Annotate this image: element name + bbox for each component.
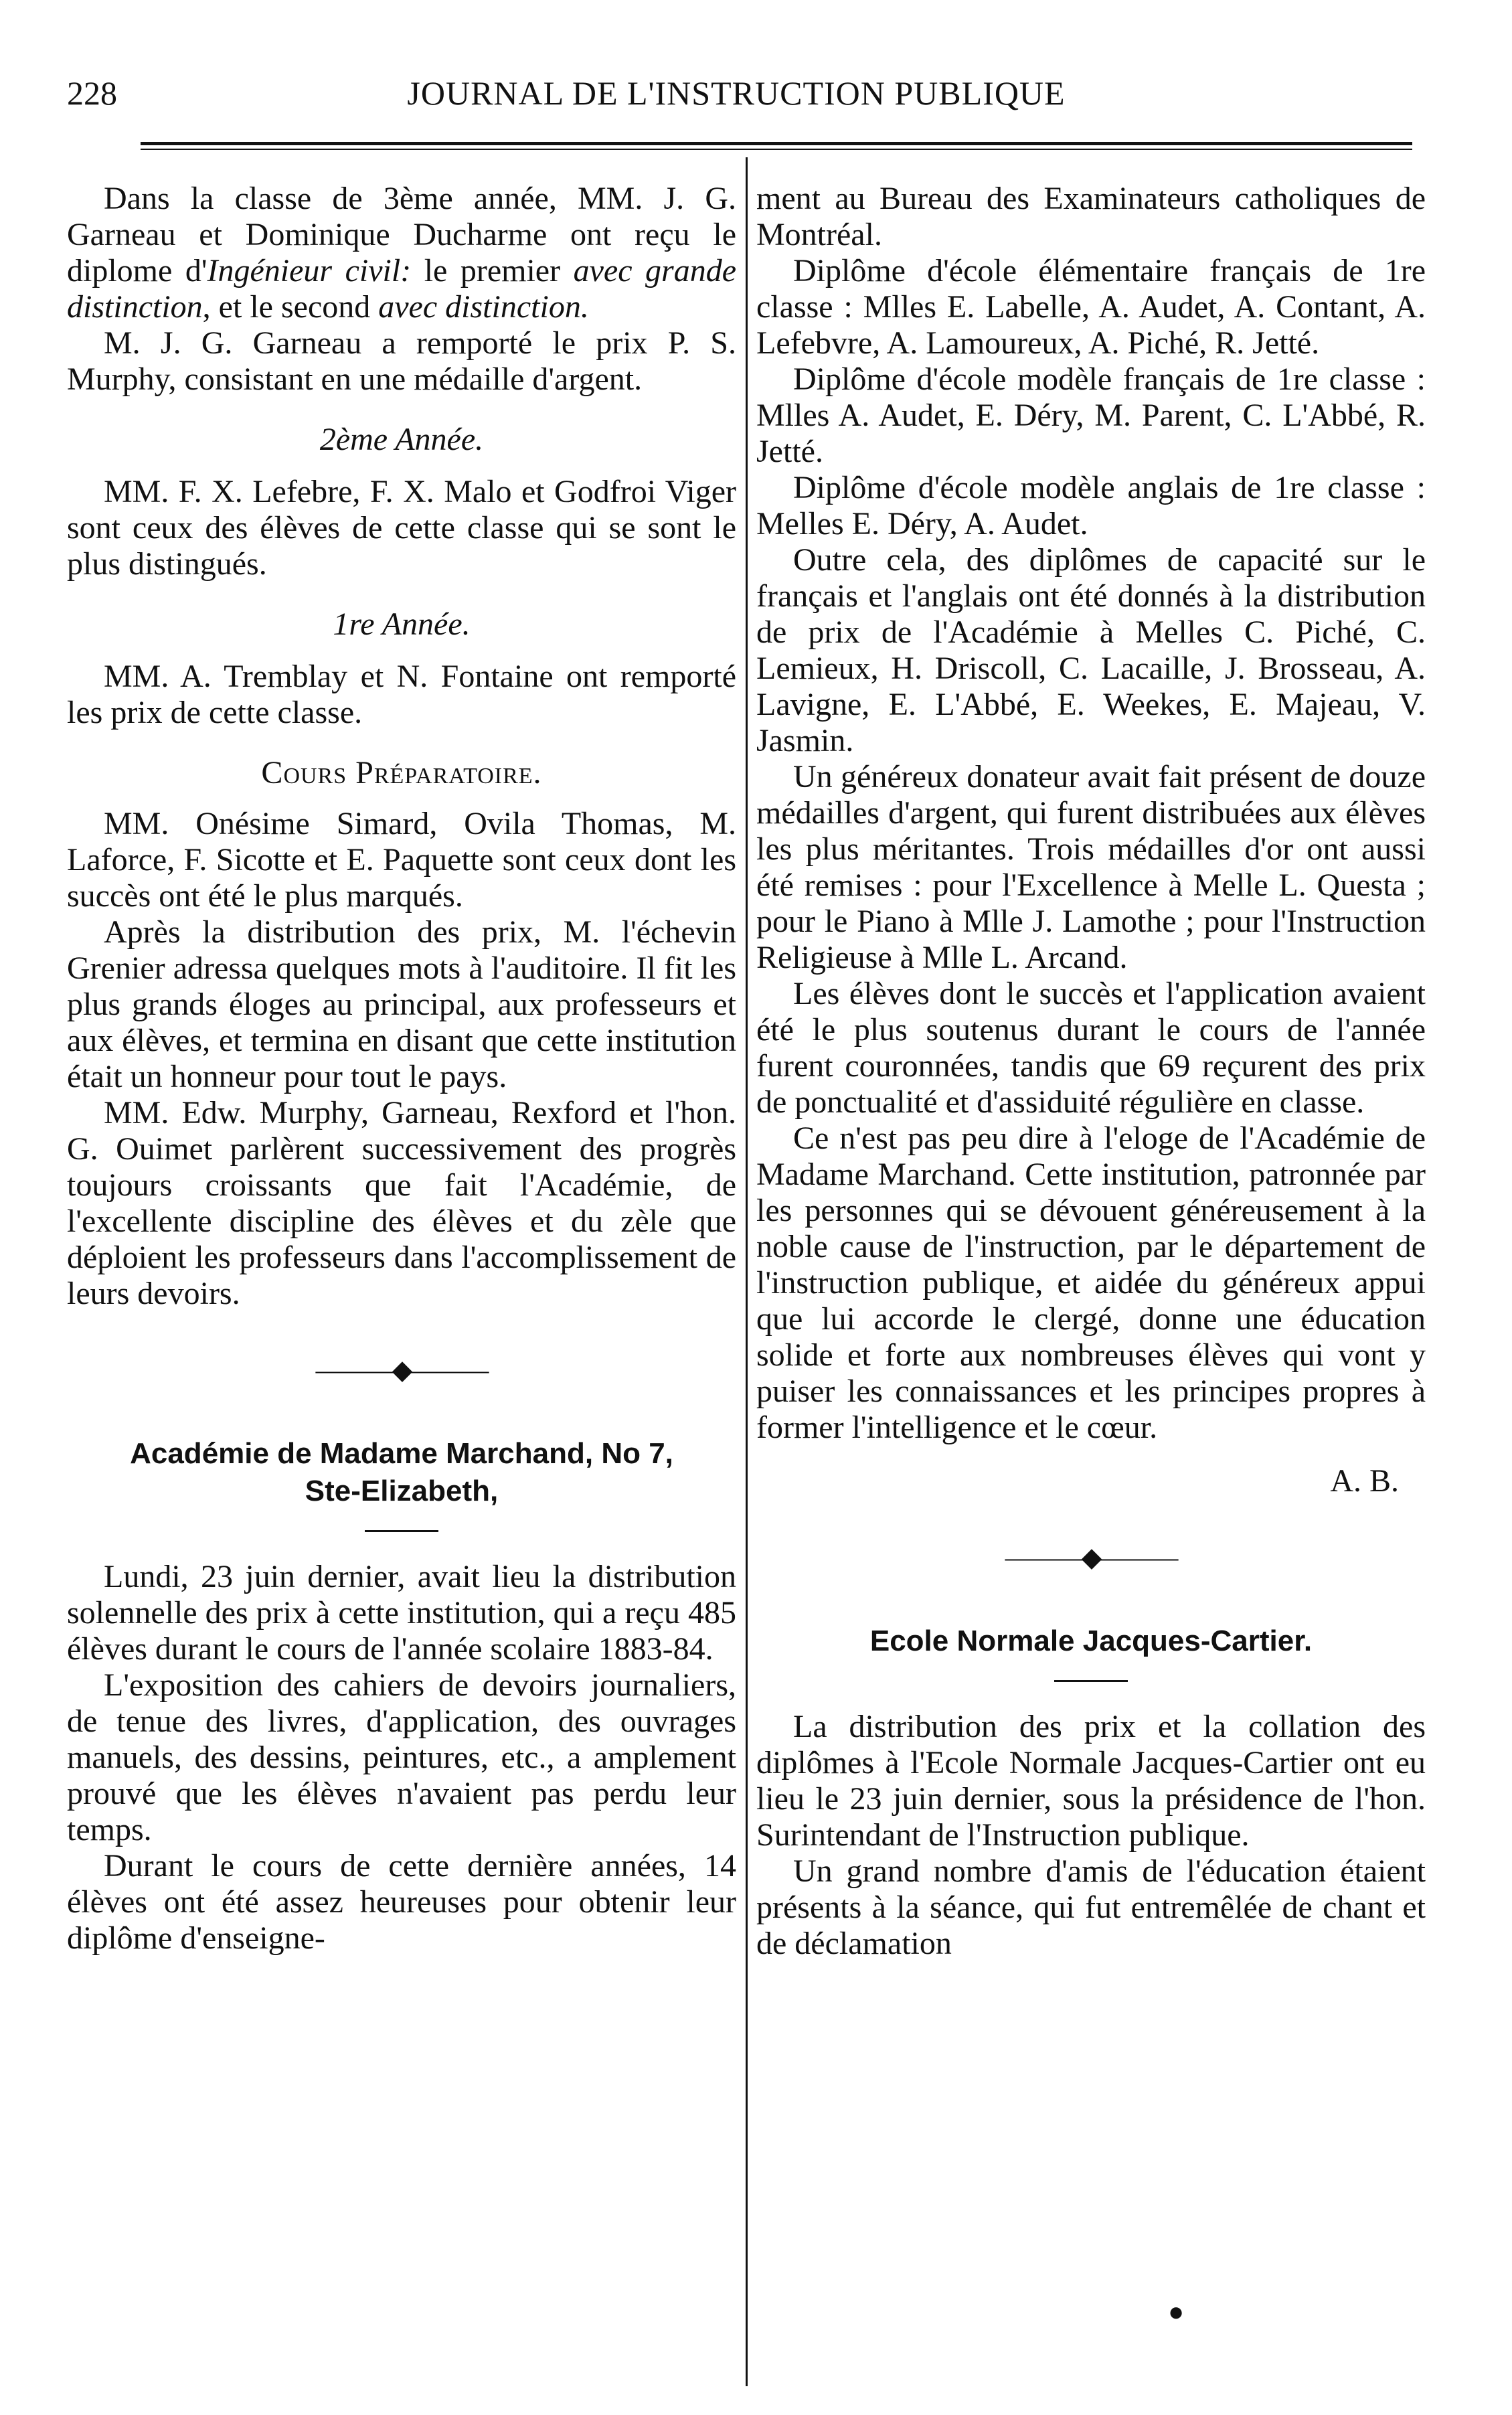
- signature: A. B.: [1330, 1463, 1399, 1499]
- paragraph: Les élèves dont le succès et l'application avaient été le plus soutenus durant le cours de l'année furent couronnées, tandis que 69 reçurent des prix de ponctualité et d'assiduité régulière en classe.: [756, 976, 1426, 1120]
- subheading-1re-annee: 1re Année.: [333, 606, 471, 642]
- paragraph: La distribution des prix et la collation des diplômes à l'Ecole Normale Jacques-Cartier ont eu lieu le 23 juin dernier, sous la présidence de l'hon. Surintendant de l'Instruction publique.: [756, 1709, 1426, 1853]
- left-column: [67, 181, 736, 1956]
- paragraph: ment au Bureau des Examinateurs catholiques de Montréal.: [756, 181, 1426, 252]
- paragraph: MM. F. X. Lefebre, F. X. Malo et Godfroi Viger sont ceux des élèves de cette classe qui se sont le plus distingués.: [67, 474, 736, 582]
- paragraph: Diplôme d'école modèle anglais de 1re classe : Melles E. Déry, A. Audet.: [756, 470, 1426, 542]
- ornament-divider: ———◆———: [315, 1355, 488, 1385]
- paragraph: MM. Onésime Simard, Ovila Thomas, M. Laforce, F. Sicotte et E. Paquette sont ceux dont les succès ont été le plus marqués.: [67, 806, 736, 914]
- page-header: [67, 74, 1406, 127]
- paragraph: M. J. G. Garneau a remporté le prix P. S. Murphy, consistant en une médaille d'argent.: [67, 325, 736, 397]
- paragraph: Dans la classe de 3ème année, MM. J. G. Garneau et Dominique Ducharme ont reçu le diplome d'Ingénieur civil: le premier avec grande distinction, et le second avec distinction.: [67, 181, 736, 325]
- paragraph: Durant le cours de cette dernière années, 14 élèves ont été assez heureuses pour obtenir leur diplôme d'enseigne-: [67, 1848, 736, 1956]
- paragraph: Diplôme d'école modèle français de 1re classe : Mlles A. Audet, E. Déry, M. Parent, C. L'Abbé, R. Jetté.: [756, 361, 1426, 469]
- paragraph: Un grand nombre d'amis de l'éducation étaient présents à la séance, qui fut entremêlée de chant et de déclamation: [756, 1853, 1426, 1961]
- short-rule: [365, 1530, 438, 1532]
- section-title-academie: Académie de Madame Marchand, No 7, Ste-Elizabeth,: [130, 1437, 673, 1507]
- paragraph: Après la distribution des prix, M. l'échevin Grenier adressa quelques mots à l'auditoire. Il fit les plus grands éloges au principal, aux professeurs et aux élèves, et termina en disant que cette institution était un honneur pour tout le pays.: [67, 914, 736, 1094]
- header-rule-thick: [141, 142, 1412, 145]
- ornament-divider: ———◆———: [1005, 1542, 1177, 1572]
- running-title: JOURNAL DE L'INSTRUCTION PUBLIQUE: [407, 74, 1066, 112]
- paragraph: Outre cela, des diplômes de capacité sur le français et l'anglais ont été donnés à la distribution de prix de l'Académie à Melles C. Piché, C. Lemieux, H. Driscoll, C. Lacaille, J. Brosseau, A. Lavigne, E. L'Abbé, E. Weekes, E. Majeau, V. Jasmin.: [756, 542, 1426, 758]
- paragraph: Ce n'est pas peu dire à l'eloge de l'Académie de Madame Marchand. Cette institution, patronnée par les personnes qui se dévouent généreusement à la noble cause de l'instruction, par le département de l'instruction publique, et aidée du généreux appui que lui accorde le clergé, donne une éducation solide et forte aux nombreuses élèves qui vont y puiser les connaissances et les principes propres à former l'intelligence et le cœur.: [756, 1120, 1426, 1445]
- paragraph: Un généreux donateur avait fait présent de douze médailles d'argent, qui furent distribuées aux élèves les plus méritantes. Trois médailles d'or ont aussi été remises : pour l'Excellence à Melle L. Questa ; pour le Piano à Mlle J. Lamothe ; pour l'Instruction Religieuse à Mlle L. Arcand.: [756, 759, 1426, 975]
- paragraph: MM. A. Tremblay et N. Fontaine ont remporté les prix de cette classe.: [67, 659, 736, 730]
- short-rule: [1054, 1680, 1128, 1682]
- footer-mark: ●: [1168, 2297, 1185, 2327]
- paragraph: L'exposition des cahiers de devoirs journaliers, de tenue des livres, d'application, des ouvrages manuels, des dessins, peintures, etc., a amplement prouvé que les élèves n'avaient pas perdu leur temps.: [67, 1667, 736, 1847]
- column-divider: [746, 157, 748, 2386]
- paragraph: Diplôme d'école élémentaire français de 1re classe : Mlles E. Labelle, A. Audet, A. Contant, A. Lefebvre, A. Lamoureux, A. Piché, R. Jetté.: [756, 253, 1426, 361]
- subheading-cours-preparatoire: Cours Préparatoire.: [261, 755, 542, 790]
- header-rule-thin: [141, 149, 1412, 150]
- page-number: 228: [67, 74, 117, 112]
- right-column: [756, 181, 1426, 1962]
- paragraph: MM. Edw. Murphy, Garneau, Rexford et l'hon. G. Ouimet parlèrent successivement des progrès toujours croissants que fait l'Académie, de l'excellente discipline des élèves et du zèle que déploient les professeurs dans l'accomplissement de leurs devoirs.: [67, 1095, 736, 1311]
- subheading-2eme-annee: 2ème Année.: [319, 422, 484, 457]
- section-title-ecole-normale: Ecole Normale Jacques-Cartier.: [869, 1625, 1313, 1657]
- paragraph: Lundi, 23 juin dernier, avait lieu la distribution solennelle des prix à cette institution, qui a reçu 485 élèves durant le cours de l'année scolaire 1883-84.: [67, 1559, 736, 1667]
